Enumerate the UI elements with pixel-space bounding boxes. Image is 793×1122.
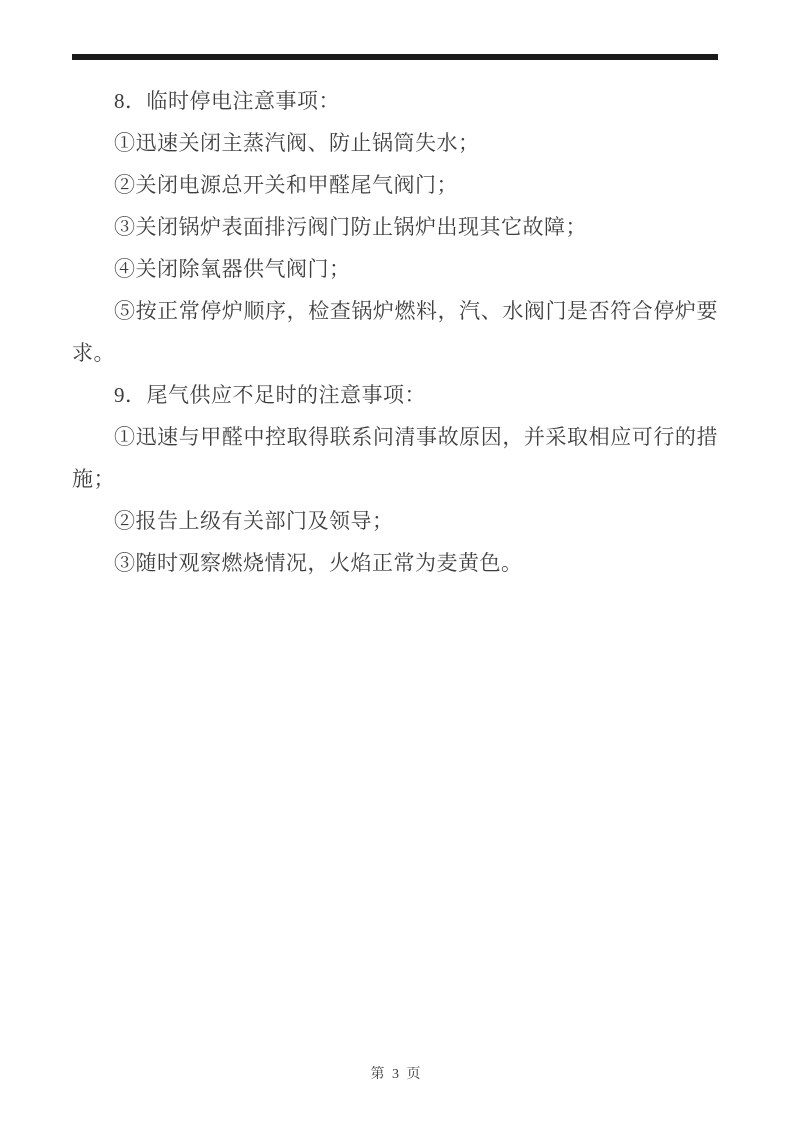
section-9-step-1-line-1: ①迅速与甲醛中控取得联系问清事故原因，并采取相应可行的措: [114, 425, 718, 449]
section-9-step-2: ②报告上级有关部门及领导；: [114, 509, 394, 533]
page-number-label: 第 3 页: [370, 1067, 423, 1082]
section-8-step-5-line-1: ⑤按正常停炉顺序，检查锅炉燃料，汽、水阀门是否符合停炉要: [114, 299, 718, 323]
document-body: [72, 80, 718, 584]
section-8-step-2: ②关闭电源总开关和甲醛尾气阀门；: [114, 173, 458, 197]
section-8-step-1: ①迅速关闭主蒸汽阀、防止锅筒失水；: [114, 131, 480, 155]
section-8-step-3: ③关闭锅炉表面排污阀门防止锅炉出现其它故障；: [114, 215, 587, 239]
header-divider: [72, 54, 718, 60]
section-9-step-1-line-2: 施；: [72, 467, 115, 491]
page-footer: [0, 1063, 793, 1083]
section-9-step-3: ③随时观察燃烧情况，火焰正常为麦黄色。: [114, 551, 523, 575]
section-8-heading: 8．临时停电注意事项：: [114, 89, 340, 113]
section-9-heading: 9．尾气供应不足时的注意事项：: [114, 383, 426, 407]
section-8-step-5-line-2: 求。: [72, 341, 115, 365]
section-8-step-4: ④关闭除氧器供气阀门；: [114, 257, 351, 281]
